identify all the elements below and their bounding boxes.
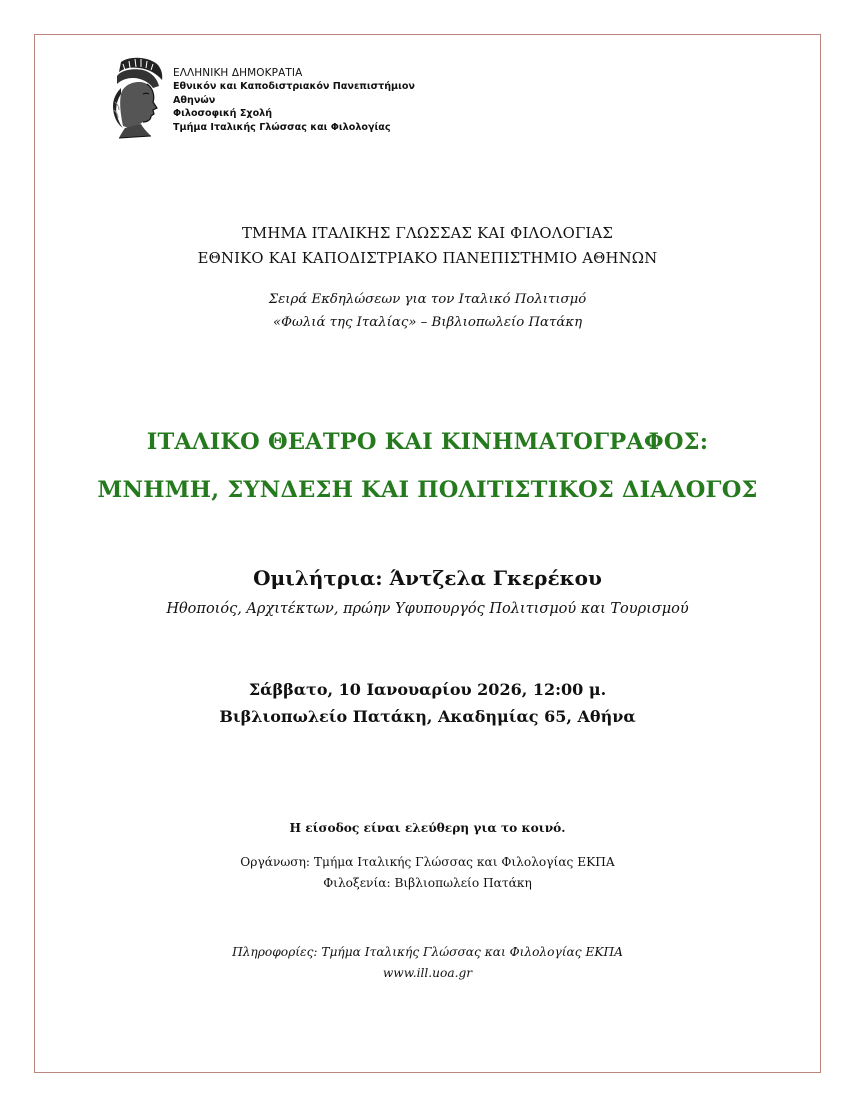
- university-name-line2: Αθηνών: [173, 94, 216, 106]
- university-name-line1: Εθνικόν και Καποδιστριακόν Πανεπιστήμιον: [173, 81, 415, 93]
- event-details: [34, 676, 821, 730]
- event-title-line2: ΜΝΗΜΗ, ΣΥΝΔΕΣΗ ΚΑΙ ΠΟΛΙΤΙΣΤΙΚΟΣ ΔΙΑΛΟΓΟΣ: [97, 477, 758, 503]
- organization-block: [34, 852, 821, 894]
- page-frame: [34, 34, 821, 1073]
- event-datetime: Σάββατο, 10 Ιανουαρίου 2026, 12:00 μ.: [248, 680, 607, 699]
- event-title: [34, 418, 821, 514]
- host: Φιλοξενία: Βιβλιοπωλείο Πατάκη: [323, 876, 532, 890]
- institution-header: [173, 67, 415, 134]
- department-heading: ΤΜΗΜΑ ΙΤΑΛΙΚΗΣ ΓΛΩΣΣΑΣ ΚΑΙ ΦΙΛΟΛΟΓΙΑΣ: [241, 225, 614, 242]
- department-block: [34, 221, 821, 271]
- entry-note: Η είσοδος είναι ελεύθερη για το κοινό.: [289, 821, 566, 835]
- series-subtitle: «Φωλιά της Ιταλίας» – Βιβλιοπωλείο Πατάκη: [272, 315, 583, 330]
- info-block: [34, 942, 821, 984]
- series-name: Σειρά Εκδηλώσεων για τον Ιταλικό Πολιτισμό: [268, 292, 587, 307]
- country-name: ΕΛΛΗΝΙΚΗ ΔΗΜΟΚΡΑΤΙΑ: [173, 67, 303, 79]
- info-line: Πληροφορίες: Τμήμα Ιταλικής Γλώσσας και Φιλολογίας ΕΚΠΑ: [232, 945, 623, 959]
- speaker-name: Ομιλήτρια: Άντζελα Γκερέκου: [253, 566, 602, 590]
- school-name: Φιλοσοφική Σχολή: [173, 108, 273, 120]
- department-name: Τμήμα Ιταλικής Γλώσσας και Φιλολογίας: [173, 121, 391, 133]
- speaker-role: Ηθοποιός, Αρχιτέκτων, πρώην Υφυπουργός Πολιτισμού και Τουρισμού: [166, 601, 689, 617]
- event-series: [34, 288, 821, 334]
- event-venue: Βιβλιοπωλείο Πατάκη, Ακαδημίας 65, Αθήνα: [219, 707, 636, 726]
- organizer: Οργάνωση: Τμήμα Ιταλικής Γλώσσας και Φιλολογίας ΕΚΠΑ: [240, 855, 615, 869]
- event-title-line1: ΙΤΑΛΙΚΟ ΘΕΑΤΡΟ ΚΑΙ ΚΙΝΗΜΑΤΟΓΡΑΦΟΣ:: [146, 429, 709, 455]
- website-link[interactable]: www.ill.uoa.gr: [382, 966, 473, 980]
- university-heading: ΕΘΝΙΚΟ ΚΑΙ ΚΑΠΟΔΙΣΤΡΙΑΚΟ ΠΑΝΕΠΙΣΤΗΜΙΟ ΑΘΗΝΩΝ: [197, 250, 658, 267]
- athena-head-logo-icon: [107, 56, 167, 140]
